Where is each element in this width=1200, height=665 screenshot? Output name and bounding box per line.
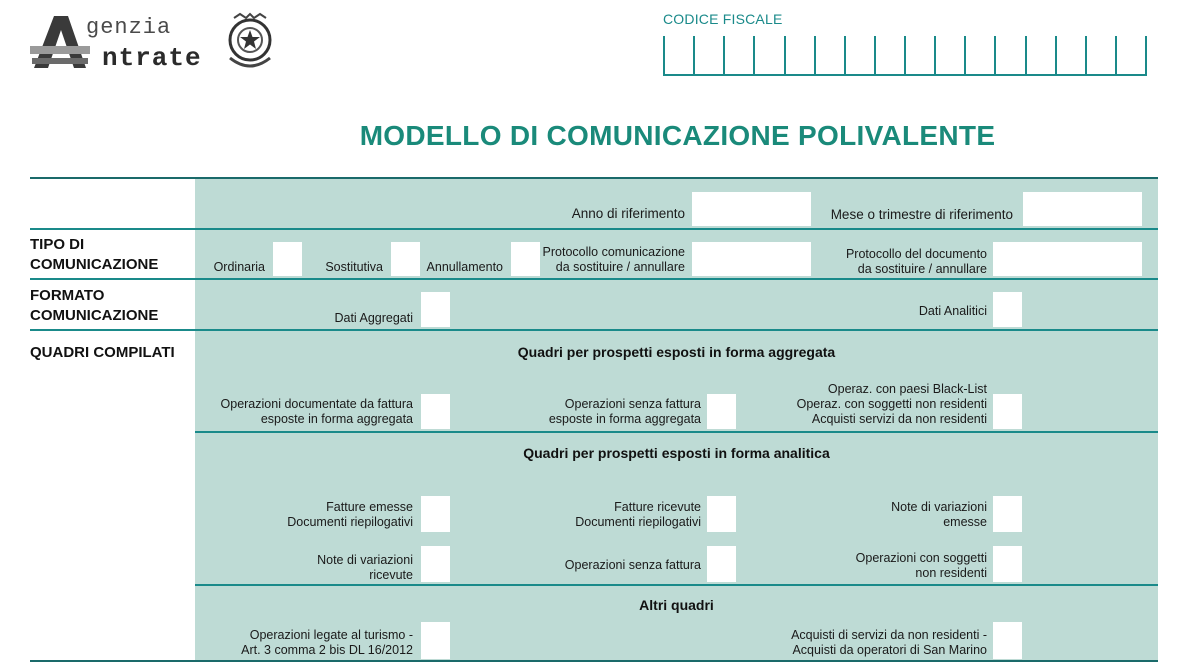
anno-input[interactable]: [692, 192, 811, 226]
annullamento-checkbox[interactable]: [511, 242, 540, 276]
codice-fiscale-label: CODICE FISCALE: [663, 11, 783, 27]
codice-fiscale-cell-divider: [663, 36, 665, 76]
operazioni-senza-fattura-aggregata-label: Operazioni senza fattura esposte in forma aggregata: [548, 397, 701, 426]
codice-fiscale-cell-divider: [1085, 36, 1087, 76]
agenzia-entrate-logo: [28, 10, 278, 76]
codice-fiscale-cell-divider: [1145, 36, 1147, 76]
anno-label: Anno di riferimento: [571, 206, 685, 221]
bottom-rule: [30, 660, 1158, 662]
fatture-ricevute-checkbox[interactable]: [707, 496, 736, 532]
dati-analitici-checkbox[interactable]: [993, 292, 1022, 327]
dati-analitici-label: Dati Analitici: [918, 304, 987, 318]
fatture-emesse-label: Fatture emesse Documenti riepilogativi: [287, 500, 413, 529]
tipo-heading: TIPO DI COMUNICAZIONE: [30, 236, 159, 273]
note-ricevute-label: Note di variazioni ricevute: [317, 553, 413, 582]
protocollo-comunicazione-input[interactable]: [692, 242, 811, 276]
separator: [195, 584, 1158, 586]
san-marino-checkbox[interactable]: [993, 622, 1022, 659]
note-emesse-label: Note di variazioni emesse: [891, 500, 987, 529]
annullamento-label: Annullamento: [426, 260, 503, 274]
formato-heading: FORMATO COMUNICAZIONE: [30, 287, 159, 324]
mese-input[interactable]: [1023, 192, 1142, 226]
soggetti-non-residenti-checkbox[interactable]: [993, 546, 1022, 582]
black-list-checkbox[interactable]: [993, 394, 1022, 429]
separator: [30, 278, 1158, 280]
codice-fiscale-cell-divider: [693, 36, 695, 76]
codice-fiscale-cell-divider: [753, 36, 755, 76]
fatture-ricevute-label: Fatture ricevute Documenti riepilogativi: [575, 500, 701, 529]
turismo-label: Operazioni legate al turismo - Art. 3 comma 2 bis DL 16/2012: [241, 628, 413, 657]
separator: [195, 431, 1158, 433]
soggetti-non-residenti-label: Operazioni con soggetti non residenti: [855, 551, 987, 580]
form-title: MODELLO DI COMUNICAZIONE POLIVALENTE: [359, 120, 996, 151]
turismo-checkbox[interactable]: [421, 622, 450, 659]
codice-fiscale-cell-divider: [844, 36, 846, 76]
operazioni-senza-fattura-checkbox[interactable]: [707, 546, 736, 582]
emblem-icon: [224, 12, 276, 72]
protocollo-documento-input[interactable]: [993, 242, 1142, 276]
black-list-label: Operaz. con paesi Black-List Operaz. con soggetti non residenti Acquisti servizi da non residenti: [796, 382, 987, 426]
fatture-emesse-checkbox[interactable]: [421, 496, 450, 532]
mese-label: Mese o trimestre di riferimento: [830, 207, 1013, 222]
altri-header: Altri quadri: [639, 597, 714, 613]
operazioni-documentate-label: Operazioni documentate da fattura esposte in forma aggregata: [220, 397, 413, 426]
codice-fiscale-cell-divider: [1055, 36, 1057, 76]
codice-fiscale-cell-divider: [934, 36, 936, 76]
ordinaria-label: Ordinaria: [213, 260, 265, 274]
dati-aggregati-label: Dati Aggregati: [334, 311, 413, 325]
codice-fiscale-cell-divider: [814, 36, 816, 76]
separator: [30, 329, 1158, 331]
analitica-header: Quadri per prospetti esposti in forma analitica: [523, 445, 830, 461]
codice-fiscale-cell-divider: [1025, 36, 1027, 76]
quadri-heading: QUADRI COMPILATI: [30, 344, 175, 361]
codice-fiscale-cell-divider: [874, 36, 876, 76]
operazioni-documentate-checkbox[interactable]: [421, 394, 450, 429]
codice-fiscale-cell-divider: [723, 36, 725, 76]
protocollo-documento-label: Protocollo del documento da sostituire / annullare: [845, 247, 987, 276]
dati-aggregati-checkbox[interactable]: [421, 292, 450, 327]
codice-fiscale-cell-divider: [904, 36, 906, 76]
note-emesse-checkbox[interactable]: [993, 496, 1022, 532]
codice-fiscale-cell-divider: [964, 36, 966, 76]
codice-fiscale-cell-divider: [994, 36, 996, 76]
protocollo-comunicazione-label: Protocollo comunicazione da sostituire / annullare: [542, 245, 685, 274]
separator: [30, 228, 1158, 230]
ordinaria-checkbox[interactable]: [273, 242, 302, 276]
aggregata-header: Quadri per prospetti esposti in forma aggregata: [517, 344, 836, 360]
operazioni-senza-fattura-label: Operazioni senza fattura: [564, 558, 701, 572]
sostitutiva-checkbox[interactable]: [391, 242, 420, 276]
logo-text-line2: ntrate: [102, 43, 202, 73]
codice-fiscale-input[interactable]: [663, 36, 1147, 76]
codice-fiscale-cell-divider: [1115, 36, 1117, 76]
logo-text-line1: genzia: [86, 15, 172, 40]
san-marino-label: Acquisti di servizi da non residenti - Acquisti da operatori di San Marino: [791, 628, 987, 657]
codice-fiscale-cell-divider: [784, 36, 786, 76]
operazioni-senza-fattura-aggregata-checkbox[interactable]: [707, 394, 736, 429]
note-ricevute-checkbox[interactable]: [421, 546, 450, 582]
sostitutiva-label: Sostitutiva: [325, 260, 383, 274]
